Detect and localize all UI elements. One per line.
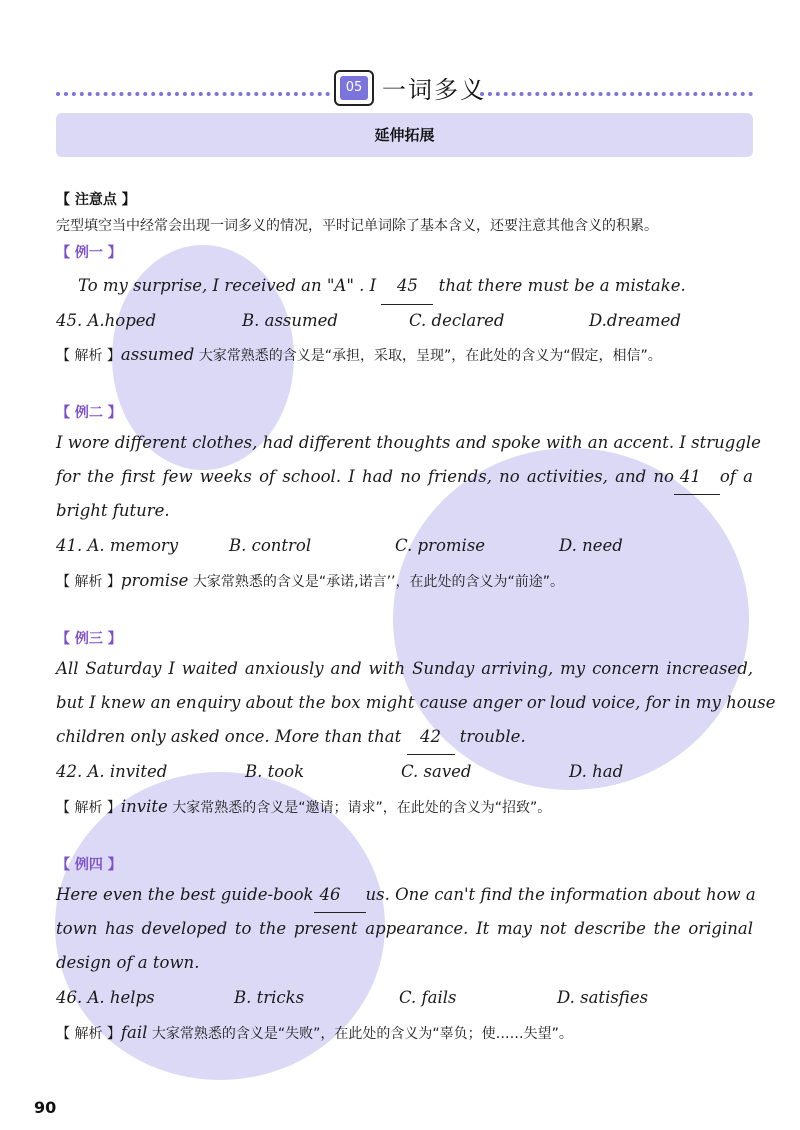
example-4-option-c: C. fails bbox=[399, 988, 457, 1007]
example-2-option-c: C. promise bbox=[395, 536, 486, 555]
spacer bbox=[56, 824, 753, 852]
example-3-analysis-word: invite bbox=[120, 797, 168, 816]
example-2-option-d: D. need bbox=[559, 536, 623, 555]
example-2-line-3: bright future. bbox=[56, 501, 170, 520]
example-2-analysis bbox=[56, 564, 753, 598]
example-2-tag: 【 例二 】 bbox=[56, 405, 122, 421]
example-1-sentence bbox=[56, 268, 753, 304]
example-3-option-c: C. saved bbox=[401, 762, 472, 781]
example-2-line-2-before: for the first few weeks of school. I had no friends, no activities, and no bbox=[56, 467, 674, 486]
page-number: 90 bbox=[34, 1098, 57, 1117]
example-3-line-2: but I knew an enquiry about the box might cause anger or loud voice, for in my house bbox=[56, 693, 776, 712]
example-3-options bbox=[56, 754, 753, 790]
example-4-line-3: design of a town. bbox=[56, 953, 200, 972]
example-2-analysis-word: promise bbox=[120, 571, 189, 590]
example-2-line-2-after: of a bbox=[719, 467, 753, 486]
dotted-rule-right bbox=[480, 92, 753, 96]
example-4-option-d: D. satisfies bbox=[557, 988, 649, 1007]
example-4-option-b: B. tricks bbox=[234, 988, 305, 1007]
section-title: 一词多义 bbox=[382, 76, 486, 104]
example-1-blank: 45 bbox=[381, 268, 433, 305]
example-2-analysis-text: 大家常熟悉的含义是“承诺,诺言’’，在此处的含义为“前途”。 bbox=[188, 574, 565, 590]
example-3-tag: 【 例三 】 bbox=[56, 631, 122, 647]
example-3-line-3-after: trouble. bbox=[454, 727, 526, 746]
example-1-option-b: B. assumed bbox=[242, 311, 338, 330]
section-number: 05 bbox=[340, 76, 368, 100]
notice-heading: 【 注意点 】 bbox=[56, 192, 136, 208]
example-1-analysis-word: assumed bbox=[120, 345, 195, 364]
example-1-analysis-tag: 【 解析 】 bbox=[56, 348, 121, 364]
example-1-analysis-text: 大家常熟悉的含义是“承担，采取，呈现”，在此处的含义为“假定，相信”。 bbox=[194, 348, 662, 364]
example-4-line-2: town has developed to the present appearance. It may not describe the original bbox=[56, 919, 753, 938]
example-3-option-a: 42. A. invited bbox=[56, 762, 168, 781]
example-2-option-b: B. control bbox=[229, 536, 312, 555]
example-4-line-1 bbox=[56, 878, 756, 912]
example-3-analysis bbox=[56, 790, 753, 824]
subsection-banner bbox=[56, 113, 753, 157]
example-4-line-1-after: us. One can't find the information about how a bbox=[365, 885, 756, 904]
spacer bbox=[56, 372, 753, 400]
spacer bbox=[56, 598, 753, 626]
example-1-analysis bbox=[56, 338, 753, 372]
notice-text: 完型填空当中经常会出现一词多义的情况，平时记单词除了基本含义，还要注意其他含义的积累。 bbox=[56, 218, 658, 234]
example-3-line-3-before: children only asked once. More than that bbox=[56, 727, 407, 746]
example-4-option-a: 46. A. helps bbox=[56, 988, 155, 1007]
example-1-text-before: To my surprise, I received an "A" . I bbox=[78, 276, 382, 295]
example-4-blank: 46 bbox=[314, 878, 366, 913]
example-4-analysis-text: 大家常熟悉的含义是“失败”，在此处的含义为“辜负；使……失望”。 bbox=[147, 1026, 573, 1042]
example-1-option-c: C. declared bbox=[409, 311, 505, 330]
banner-title: 延伸拓展 bbox=[374, 126, 435, 144]
dotted-rule-left bbox=[56, 92, 330, 96]
section-header bbox=[56, 64, 753, 108]
example-1-option-a: 45. A.hoped bbox=[56, 311, 157, 330]
example-3-blank: 42 bbox=[407, 720, 455, 755]
example-2-option-a: 41. A. memory bbox=[56, 536, 179, 555]
example-3-line-1: All Saturday I waited anxiously and with Sunday arriving, my concern increased, bbox=[56, 659, 753, 678]
example-2-line-2 bbox=[56, 460, 753, 494]
example-2-line-1: I wore different clothes, had different thoughts and spoke with an accent. I struggle bbox=[56, 433, 761, 452]
example-1-tag: 【 例一 】 bbox=[56, 245, 122, 261]
example-3-option-d: D. had bbox=[569, 762, 624, 781]
example-2-blank: 41 bbox=[674, 460, 720, 495]
example-4-options bbox=[56, 980, 753, 1016]
example-2-analysis-tag: 【 解析 】 bbox=[56, 574, 121, 590]
section-badge bbox=[334, 70, 374, 106]
page-content bbox=[56, 186, 776, 1050]
example-3-analysis-text: 大家常熟悉的含义是“邀请；请求”，在此处的含义为“招致”。 bbox=[167, 800, 552, 816]
example-3-line-3 bbox=[56, 720, 753, 754]
example-1-options bbox=[56, 304, 753, 338]
example-4-analysis-word: fail bbox=[120, 1023, 148, 1042]
example-3-option-b: B. took bbox=[245, 762, 305, 781]
example-3-analysis-tag: 【 解析 】 bbox=[56, 800, 121, 816]
example-2-options bbox=[56, 528, 753, 564]
example-1-option-d: D.dreamed bbox=[589, 311, 681, 330]
example-4-analysis bbox=[56, 1016, 753, 1050]
example-4-line-1-before: Here even the best guide-book bbox=[56, 885, 314, 904]
example-1-text-after: that there must be a mistake. bbox=[433, 276, 686, 295]
example-4-analysis-tag: 【 解析 】 bbox=[56, 1026, 121, 1042]
example-4-tag: 【 例四 】 bbox=[56, 857, 122, 873]
